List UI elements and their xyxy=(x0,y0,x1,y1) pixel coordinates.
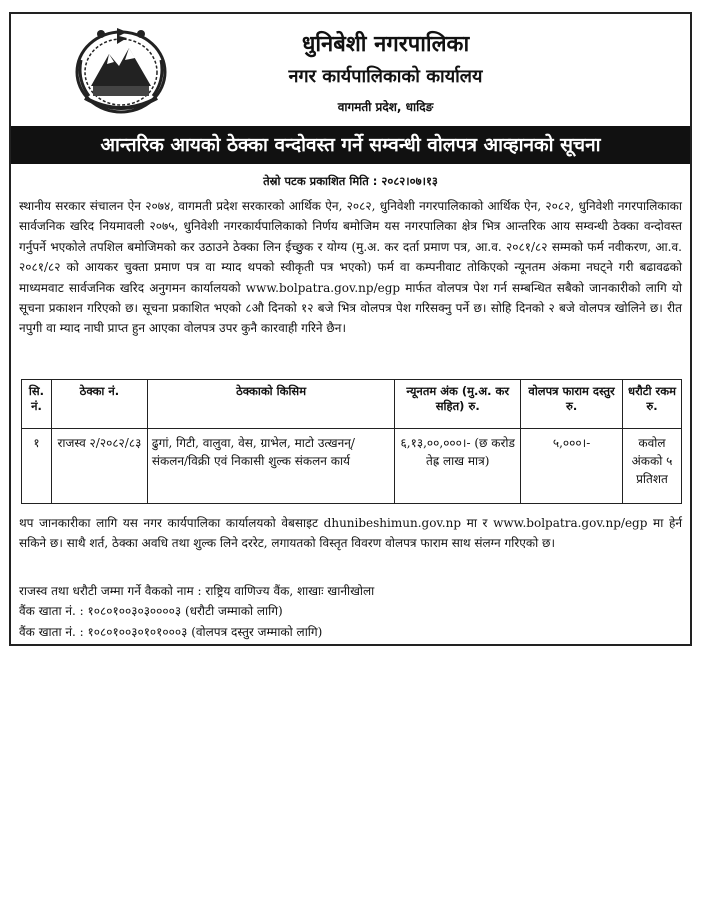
header xyxy=(11,14,690,126)
bank-name-line: राजस्व तथा धरौटी जम्मा गर्ने वैकको नाम : राष्ट्रिय वाणिज्य वैंक, शाखाः खानीखोला xyxy=(19,584,375,598)
col-deposit: धरौटी रकम रु. xyxy=(623,380,682,429)
cell-deposit: कवोल अंकको ५ प्रतिशत xyxy=(623,429,682,504)
col-contract-type: ठेक्काको किसिम xyxy=(147,380,394,429)
notice-body: स्थानीय सरकार संचालन ऐन २०७४, वागमती प्रदेश सरकारको आर्थिक ऐन, २०८२, धुनिवेशी नगरपालिकाको आर्थिक ऐन, २०८२, धुनिवेशी नगरपालिकाका सार्वजनिक खरिद नियमावली २०७५, धुनिवेशी नगरकार्यपालिकाको निर्णय बमोजिम यस नगरपालिका क्षेत्र भित्र आन्तरिक आय सम्वन्धी ठेक्का वन्दोवस्त गर्नुपर्ने भएकोले तपशिल बमोजिमको कर उठाउने ठेक्का लिन ईच्छुक र योग्य (मु.अ. कर दर्ता प्रमाण पत्र, आ.व. २०८१/८२ सम्मको फर्म नवीकरण, आ.व. २०८१/८२ को आयकर चुक्ता प्रमाण पत्र वा म्याद थपको स्वीकृती पत्र भएको) फर्म वा कम्पनीवाट तोकिएको न्यूनतम अंकमा नघट्ने गरी बढावढको माध्यमवाट सार्वजनिक खरिद अनुगमन कार्यालयको www.bolpatra.gov.np/egp मार्फत वोलपत्र पेश गर्न सम्बन्धित सबैको जानकारीको लागि यो सूचना प्रकाशन गरिएको छ। सूचना प्रकाशित भएको ८औ दिनको १२ बजे भित्र वोलपत्र पेश गरिसक्नु पर्ने छ। सोहि दिनको २ बजे वोलपत्र खोलिने छ। रीत नपुगी वा म्याद नाघी प्राप्त हुन आएका वोलपत्र उपर कुनै कारवाही गरिने छैन। xyxy=(19,199,682,336)
tender-table xyxy=(21,379,682,504)
col-serial: सि. नं. xyxy=(22,380,52,429)
col-contract-no: ठेक्का नं. xyxy=(51,380,147,429)
province-district: वागमती प्रदेश, धादिङ xyxy=(337,100,434,114)
municipality-name: धुनिबेशी नगरपालिका xyxy=(301,32,470,57)
cell-contract-type: ढुगां, गिटी, वालुवा, वेस, ग्राभेल, माटो उत्खनन्/संकलन/विक्री एवं निकासी शुल्क संकलन कार्य xyxy=(147,429,394,504)
col-min-amount: न्यूनतम अंक (मु.अ. कर सहित) रु. xyxy=(395,380,521,429)
publish-date: तेस्रो पटक प्रकाशित मिति : २०८२।०७।१३ xyxy=(263,174,438,188)
notice-title-banner: आन्तरिक आयको ठेक्का वन्दोवस्त गर्ने सम्वन्धी वोलपत्र आव्हानको सूचना xyxy=(11,126,690,164)
more-info-paragraph: थप जानकारीका लागि यस नगर कार्यपालिका कार्यालयको वेबसाइट dhunibeshimun.gov.np मा र www.bolpatra.gov.np/egp मा हेर्न सकिने छ। साथै शर्त, ठेक्का अवधि तथा शुल्क लिने दररेट, लगायतको विस्तृत विवरण वोलपत्र फाराम साथ संलग्न गरिएको छ। xyxy=(19,516,682,550)
cell-contract-no: राजस्व २/२०८२/८३ xyxy=(51,429,147,504)
fee-account-line: वैंक खाता नं. : १०८०१००३०१०१०००३ (वोलपत्र दस्तुर जम्माको लागि) xyxy=(19,625,323,639)
cell-form-fee: ५,०००।- xyxy=(521,429,623,504)
table-row xyxy=(22,429,682,504)
deposit-account-line: वैंक खाता नं. : १०८०१००३०३००००३ (धरौटी जम्माको लागि) xyxy=(19,604,283,618)
notice-frame xyxy=(9,12,692,646)
office-name: नगर कार्यपालिकाको कार्यालय xyxy=(288,66,483,87)
table-header-row xyxy=(22,380,682,429)
cell-serial: १ xyxy=(22,429,52,504)
cell-min-amount: ६,१३,००,०००।- (छ करोड तेह्र लाख मात्र) xyxy=(395,429,521,504)
col-form-fee: वोलपत्र फाराम दस्तुर रु. xyxy=(521,380,623,429)
